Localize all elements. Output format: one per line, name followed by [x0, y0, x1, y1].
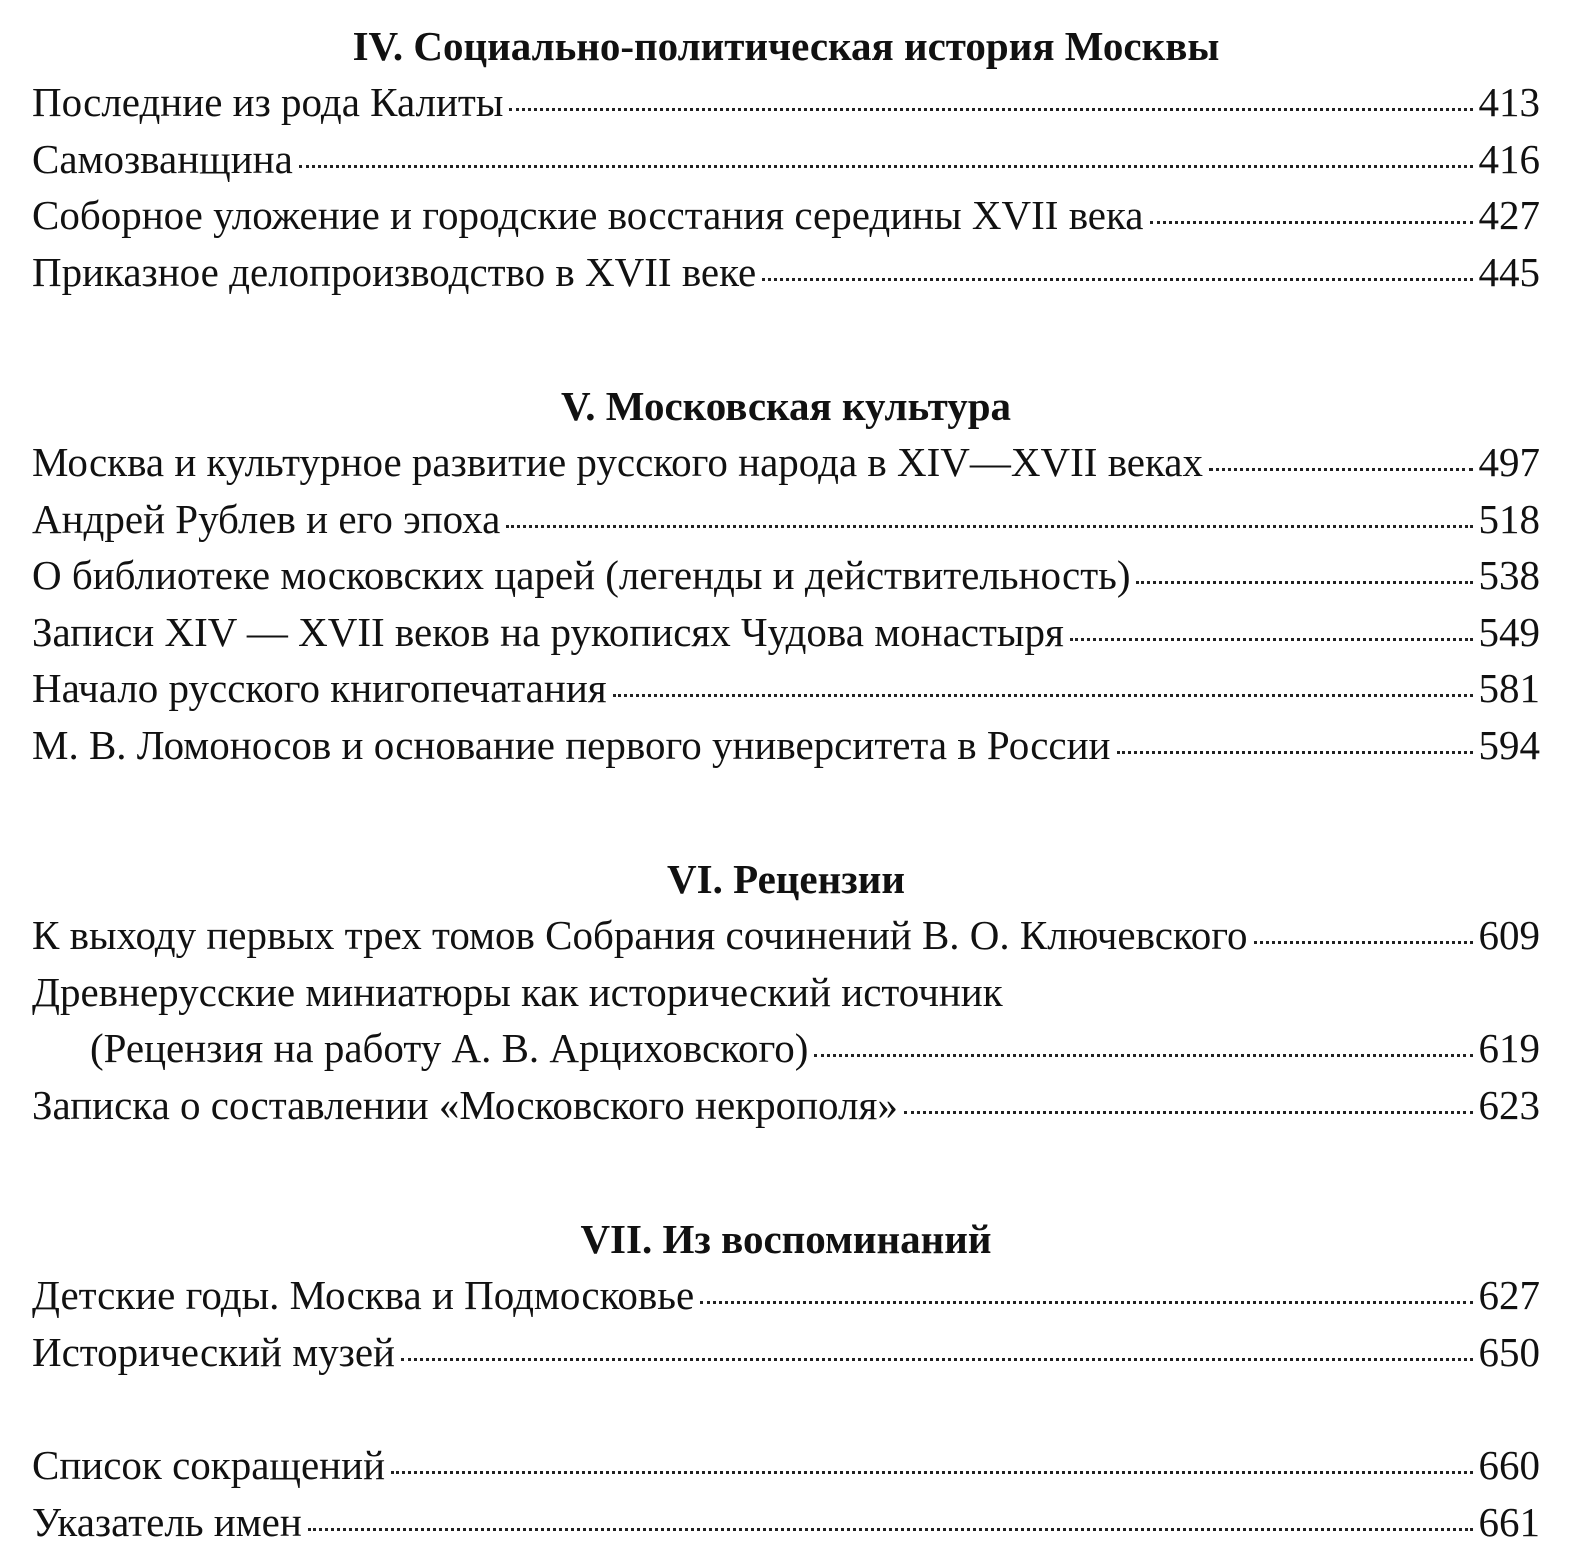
toc-entry-title: Начало русского книгопечатания	[32, 660, 607, 717]
toc-entry	[32, 1267, 1540, 1324]
toc-entry-page: 538	[1479, 547, 1541, 604]
toc-entry-page: 650	[1479, 1324, 1541, 1381]
toc-entry-title: Детские годы. Москва и Подмосковье	[32, 1267, 694, 1324]
toc-entry-page: 594	[1479, 717, 1541, 774]
toc-entry-title: О библиотеке московских царей (легенды и действительность)	[32, 547, 1130, 604]
toc-entry	[32, 1437, 1540, 1494]
dot-leader	[401, 1358, 1473, 1361]
toc-entry-title: К выходу первых трех томов Собрания сочинений В. О. Ключевского	[32, 907, 1248, 964]
section-gap	[32, 300, 1540, 378]
dot-leader	[904, 1111, 1473, 1114]
toc-entry-title: Список сокращений	[32, 1437, 385, 1494]
toc-entry-page: 581	[1479, 660, 1541, 717]
toc-entry-page: 627	[1479, 1267, 1541, 1324]
toc-entry-title: Записка о составлении «Московского некрополя»	[32, 1077, 898, 1134]
dot-leader	[1254, 941, 1473, 944]
toc-entry-title: Андрей Рублев и его эпоха	[32, 491, 500, 548]
dot-leader	[613, 694, 1473, 697]
toc-entry-page: 619	[1479, 1020, 1541, 1077]
toc-entry-page: 445	[1479, 244, 1541, 301]
toc-entry-page: 518	[1479, 491, 1541, 548]
toc-entry-title: Приказное делопроизводство в XVII веке	[32, 244, 756, 301]
dot-leader	[762, 278, 1472, 281]
toc-entry	[32, 491, 1540, 548]
dot-leader	[391, 1471, 1472, 1474]
dot-leader	[509, 108, 1472, 111]
toc-entry-page: 609	[1479, 907, 1541, 964]
toc-entry-first-line: Древнерусские миниатюры как исторический источник	[32, 964, 1540, 1021]
toc-entry-page: 497	[1479, 434, 1541, 491]
toc-entry-title: Исторический музей	[32, 1324, 395, 1381]
toc-entry-page: 623	[1479, 1077, 1541, 1134]
dot-leader	[1150, 221, 1473, 224]
section-gap	[32, 773, 1540, 851]
toc-entry-page: 661	[1479, 1494, 1541, 1550]
toc-entry-title: Соборное уложение и городские восстания середины XVII века	[32, 187, 1144, 244]
toc-entry-page: 413	[1479, 74, 1541, 131]
toc-entry-title: (Рецензия на работу А. В. Арциховского)	[32, 1020, 808, 1077]
dot-leader	[700, 1301, 1472, 1304]
section-title-vii: VII. Из воспоминаний	[32, 1211, 1540, 1267]
toc-entry-title: Указатель имен	[32, 1494, 302, 1550]
dot-leader	[1136, 581, 1472, 584]
table-of-contents	[32, 18, 1540, 1550]
toc-entry-page: 660	[1479, 1437, 1541, 1494]
toc-entry	[32, 660, 1540, 717]
toc-entry-title: М. В. Ломоносов и основание первого университета в России	[32, 717, 1111, 774]
section-title-vi: VI. Рецензии	[32, 851, 1540, 907]
section-title-v: V. Московская культура	[32, 378, 1540, 434]
section-gap	[32, 1133, 1540, 1211]
toc-entry	[32, 1020, 1540, 1077]
toc-entry	[32, 717, 1540, 774]
toc-entry	[32, 434, 1540, 491]
dot-leader	[1117, 751, 1473, 754]
toc-entry	[32, 131, 1540, 188]
toc-entry	[32, 907, 1540, 964]
toc-entry	[32, 187, 1540, 244]
toc-entry	[32, 244, 1540, 301]
toc-entry	[32, 74, 1540, 131]
dot-leader	[308, 1528, 1473, 1531]
toc-entry	[32, 604, 1540, 661]
dot-leader	[1070, 638, 1473, 641]
toc-entry-title: Записи XIV — XVII веков на рукописях Чудова монастыря	[32, 604, 1064, 661]
dot-leader	[1209, 468, 1472, 471]
dot-leader	[299, 165, 1473, 168]
toc-entry	[32, 1077, 1540, 1134]
toc-entry	[32, 1324, 1540, 1381]
toc-entry-title: Москва и культурное развитие русского народа в XIV—XVII веках	[32, 434, 1203, 491]
toc-entry-title: Самозванщина	[32, 131, 293, 188]
toc-entry-page: 416	[1479, 131, 1541, 188]
section-title-iv: IV. Социально-политическая история Москвы	[32, 18, 1540, 74]
dot-leader	[814, 1054, 1472, 1057]
toc-entry-page: 549	[1479, 604, 1541, 661]
dot-leader	[506, 525, 1472, 528]
toc-entry-page: 427	[1479, 187, 1541, 244]
toc-entry	[32, 547, 1540, 604]
toc-entry-title: Последние из рода Калиты	[32, 74, 503, 131]
section-gap	[32, 1380, 1540, 1437]
